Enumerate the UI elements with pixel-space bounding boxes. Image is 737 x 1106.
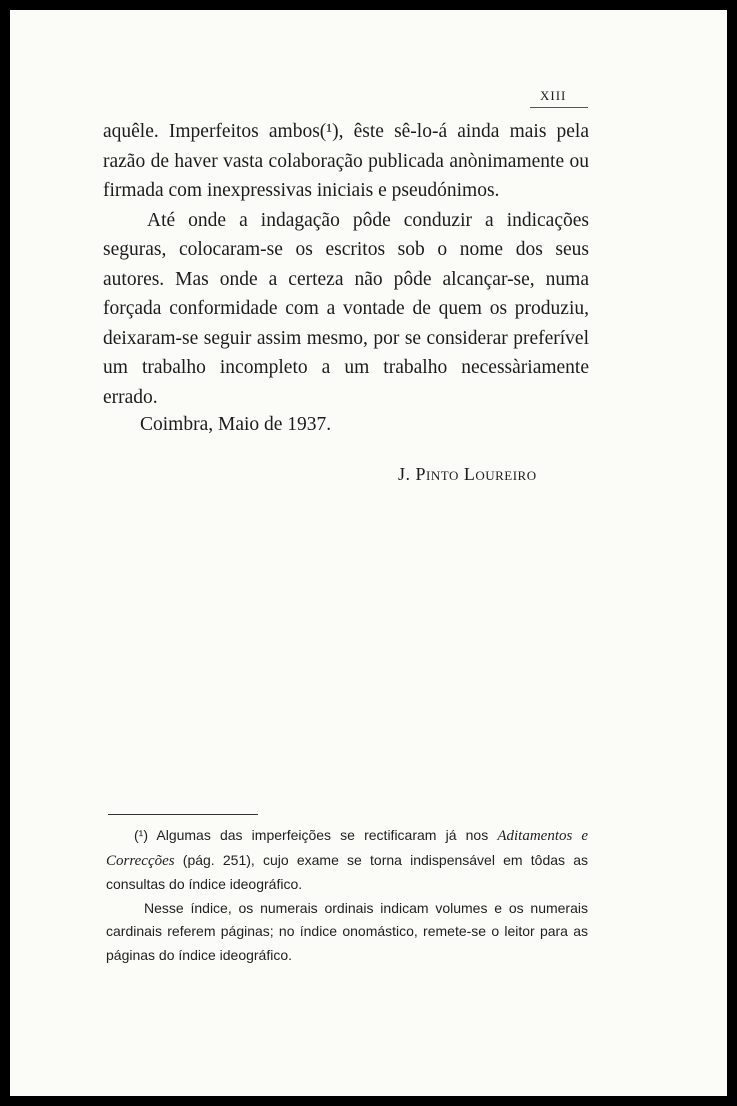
book-page (10, 10, 727, 1096)
dateline: Coimbra, Maio de 1937. (140, 414, 332, 435)
footnote-1 (106, 824, 588, 897)
footnotes (106, 824, 588, 967)
paragraph-2: Até onde a indagação pôde conduzir a indicações seguras, colocaram-se os escritos sob o nome dos seus autores. Mas onde a certeza não pôde alcançar-se, numa forçada conformidade com a vontade de quem os produziu, deixaram-se seguir assim mesmo, por se considerar preferível um trabalho incompleto a um trabalho necessàriamente errado. (103, 209, 589, 408)
footnote-separator (108, 814, 258, 815)
footnote-1-text-b: (pág. 251), cujo exame se torna indispensável em tôdas as consultas do índice ideográfico. (106, 851, 588, 892)
footnote-1-text-a: Algumas das imperfeições se rectificaram já nos (148, 827, 498, 843)
page-number-rule (530, 107, 588, 108)
page-number: XIII (540, 88, 567, 103)
signature-name: Pinto Loureiro (415, 464, 537, 484)
footnote-reference: (¹) (319, 121, 339, 142)
footnote-1-marker: (¹) (134, 827, 148, 843)
paragraph-1 (103, 117, 589, 206)
footnote-1-title: Aditamentos e Correcções (106, 828, 588, 869)
signature-initial: J. (398, 464, 416, 484)
paragraph-1-start: aquêle. Imperfeitos ambos (103, 121, 320, 142)
paragraph-1-end: , êste sê-lo-á ainda mais pela razão de haver vasta colaboração publicada anònimamente ou firmada com inexpressivas iniciais e pseudónimos. (103, 121, 590, 201)
author-signature (398, 464, 537, 485)
main-text (103, 117, 589, 412)
footnote-2: Nesse índice, os numerais ordinais indicam volumes e os numerais cardinais referem páginas; no índice onomástico, remete-se o leitor para as páginas do índice ideográfico. (106, 899, 588, 963)
